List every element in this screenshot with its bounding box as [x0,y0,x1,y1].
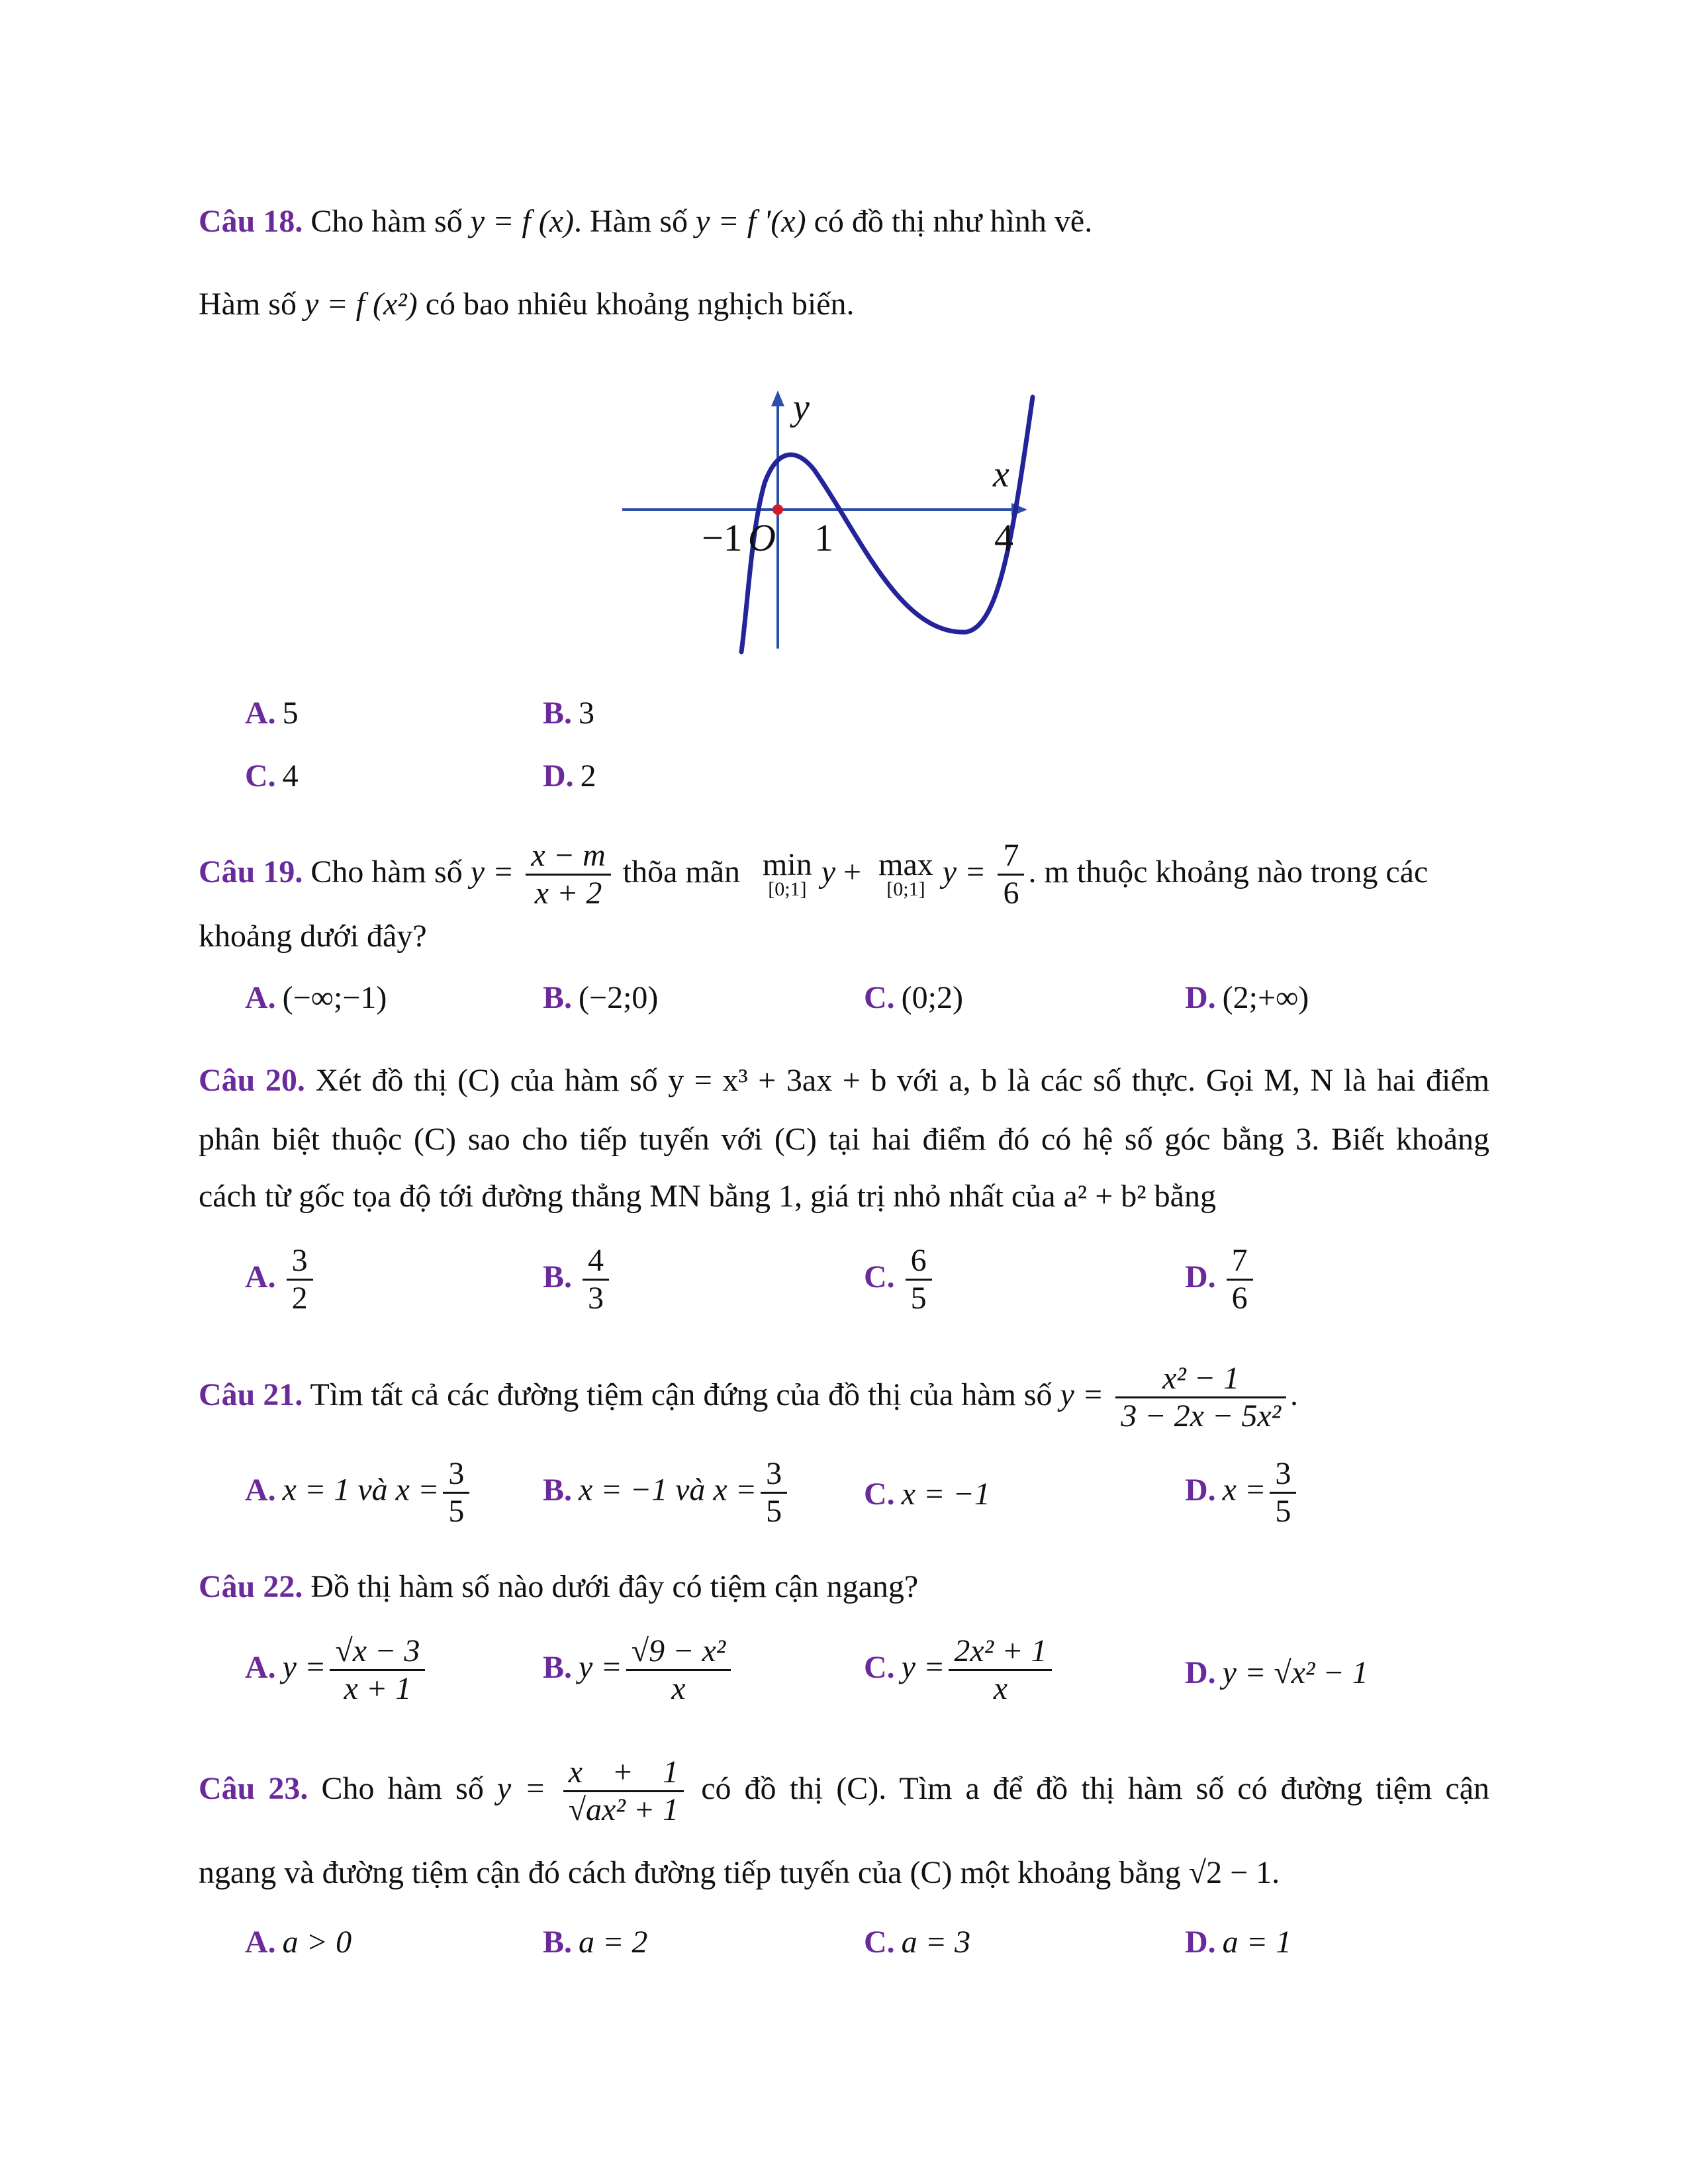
q19-max: max [0;1] [878,846,933,900]
q18-text3: có đồ thị như hình vẽ. [814,204,1093,239]
q19-line1: Câu 19. Cho hàm số y = $\frac{x - m}{x + 2}$ thõa mãn min [0;1] y + max [0;1] y = $\frac{7}{6}$ . m thuộc khoảng nào trong các [199,838,1429,911]
q18-line2-expr: y = f (x²) [304,287,418,322]
q21-option-c[interactable]: C. x = −1 [864,1477,990,1512]
q19-option-c[interactable]: C. (0;2) [864,980,963,1015]
q21-label: Câu 21. [199,1377,303,1412]
origin-label: O [748,516,776,559]
q23-option-d[interactable]: D. a = 1 [1185,1925,1292,1960]
y-axis-arrow-icon [771,390,784,406]
q23-label: Câu 23. [199,1771,308,1806]
q19-fraction: $\frac{x - m}{x + 2}$ [526,838,610,911]
q23-line1: Câu 23. Cho hàm số y = $\frac{x + 1}{\text{√ax² + 1}}$ có đồ thị (C). Tìm a để đồ thị hàm số có đường tiệm cận [199,1754,1490,1828]
q20-line3: cách từ gốc tọa độ tới đường thẳng MN bằng 1, giá trị nhỏ nhất của a² + b² bằng [199,1179,1216,1214]
q23-fraction: $\frac{x + 1}{\text{√ax² + 1}}$ [563,1754,684,1828]
q18-line1 [199,202,1092,242]
q19-label: Câu 19. [199,854,303,889]
x-axis-label: x [993,454,1009,495]
q19-option-d[interactable]: D. (2;+∞) [1185,980,1309,1015]
q23-option-b[interactable]: B. a = 2 [543,1925,648,1960]
q20-option-d[interactable]: D. $\frac{7}{6}$ [1185,1243,1257,1316]
q20-label: Câu 20. [199,1063,305,1098]
q18-line2-text1: Hàm số [199,287,297,322]
tick-neg1: −1 [702,516,743,559]
q18-option-b[interactable]: B. 3 [543,696,595,731]
q20-option-c[interactable]: C. $\frac{6}{5}$ [864,1243,936,1316]
q19-line2: khoảng dưới đây? [199,919,427,954]
q20-line1: Câu 20. Xét đồ thị (C) của hàm số y = x³ + 3ax + b với a, b là các số thực. Gọi M, N là hai điểm [199,1063,1490,1098]
q22-option-c[interactable]: C. y = $\frac{\text{2x² + 1}}{x}$ [864,1633,1056,1707]
q19-rhs-fraction: $\frac{7}{6}$ [998,838,1024,911]
q20-option-b[interactable]: B. $\frac{4}{3}$ [543,1243,613,1316]
q18-expr2: y = f '(x) [696,204,806,239]
q18-line2-text2: có bao nhiêu khoảng nghịch biến. [425,287,855,322]
q19-option-a[interactable]: A. (−∞;−1) [245,980,387,1015]
q23-option-c[interactable]: C. a = 3 [864,1925,971,1960]
q22-label: Câu 22. [199,1569,303,1604]
q21-option-a[interactable]: A. x = 1 và x = $\frac{3}{5}$ [245,1456,473,1529]
origin-dot [773,504,783,515]
q22-option-b[interactable]: B. y = $\frac{\text{√9 − x²}}{x}$ [543,1633,735,1707]
q18-label: Câu 18. [199,204,303,239]
q18-text2: . Hàm số [574,204,688,239]
q18-line2 [199,285,855,324]
q18-text1: Cho hàm số [310,204,463,239]
derivative-curve [741,397,1033,652]
tick-1: 1 [814,516,833,559]
q22-line: Câu 22. Đồ thị hàm số nào dưới đây có tiệm cận ngang? [199,1569,919,1604]
q22-option-d[interactable]: D. y = √x² − 1 [1185,1655,1368,1690]
y-axis-label: y [793,387,810,428]
derivative-graph [622,377,1059,662]
q19-option-b[interactable]: B. (−2;0) [543,980,659,1015]
q23-line2: ngang và đường tiệm cận đó cách đường tiếp tuyến của (C) một khoảng bằng √2 − 1. [199,1855,1280,1890]
q21-fraction: $\frac{\text{x² − 1}}{\text{3 − 2x − 5x²}}$ [1115,1361,1286,1434]
q19-min: min [0;1] [763,846,812,900]
q18-option-a[interactable]: A. 5 [245,696,299,731]
q20-option-a[interactable]: A. $\frac{3}{2}$ [245,1243,317,1316]
q21-line: Câu 21. Tìm tất cả các đường tiệm cận đứng của đồ thị của hàm số y = $\frac{\text{x² − 1}}{\text{3 − 2x − 5x²}}$ . [199,1361,1299,1434]
q21-option-b[interactable]: B. x = −1 và x = $\frac{3}{5}$ [543,1456,791,1529]
tick-4: 4 [994,516,1013,559]
q23-option-a[interactable]: A. a > 0 [245,1925,352,1960]
q21-option-d[interactable]: D. x = $\frac{3}{5}$ [1185,1456,1300,1529]
q20-line2: phân biệt thuộc (C) sao cho tiếp tuyến với (C) tại hai điểm đó có hệ số góc bằng 3. Biết khoảng [199,1122,1489,1157]
q18-expr1: y = f (x) [470,204,575,239]
q18-option-c[interactable]: C. 4 [245,758,299,794]
exam-page [199,0,1489,2184]
q22-option-a[interactable]: A. y = $\frac{√x - 3}{x + 1}$ [245,1633,429,1707]
q18-option-d[interactable]: D. 2 [543,758,596,794]
